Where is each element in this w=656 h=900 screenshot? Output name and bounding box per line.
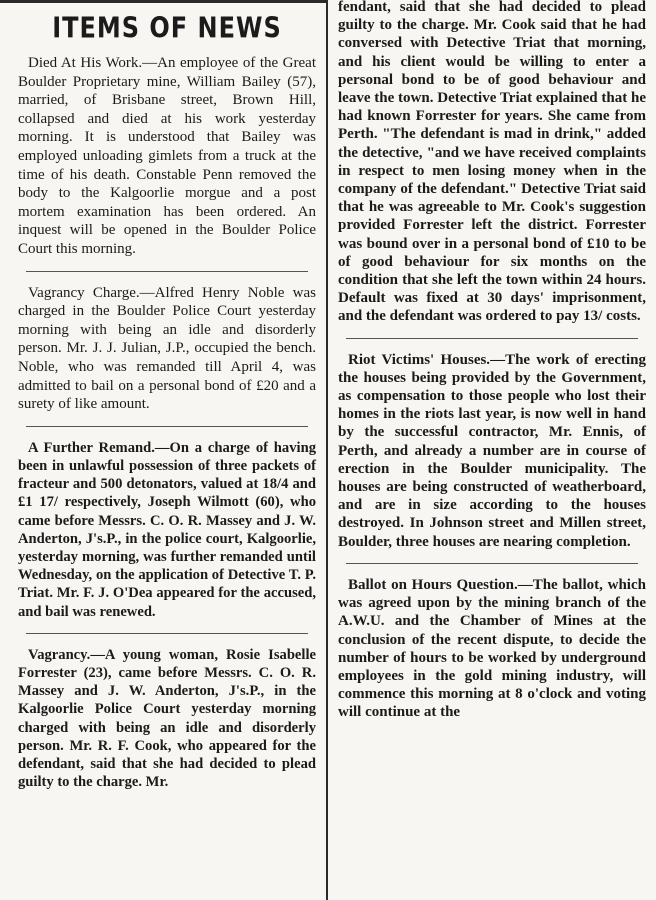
section-heading: ITEMS OF NEWS (52, 11, 282, 45)
item-divider (346, 563, 638, 564)
item-divider (26, 633, 308, 634)
right-column (330, 0, 656, 900)
news-item-vagrancy-charge (18, 284, 316, 414)
item-body: —On a charge of having been in unlawful possession of three packets of fracteur and 500 detonators, valued at 18/4 and £1 17/ respectively, Joseph Wilmott (60), who came before Messrs. C. O. R. Massey and J. W. Anderton, J's.P., in the police court, Kalgoorlie, yesterday morning, was further remanded until Wednesday, on the application of Detective T. P. Triat. Mr. F. J. O'Dea appeared for the accused, and bail was renewed. (18, 439, 316, 620)
news-item-vagrancy (18, 646, 316, 792)
left-column (0, 0, 322, 900)
item-body: —An employee of the Great Boulder Proprietary mine, William Bailey (57), married, of Brisbane street, Brown Hill, collapsed and died at his work yesterday morning. It is understood that Bailey was employed unloading gimlets from a truck at the time of his death. Constable Penn removed the body to the Kalgoorlie morgue and a post mortem examination has been ordered. An inquest will be opened in the Boulder Police Court this morning. (18, 55, 316, 257)
item-divider (26, 271, 308, 272)
item-body: —Alfred Henry Noble was charged in the Boulder Police Court yesterday morning with being an idle and disorderly person. Mr. J. J. Julian, J.P., occupied the bench. Noble, who was remanded till April 4, was admitted to bail on a personal bond of £20 and a surety of like amount. (18, 284, 316, 413)
item-title: Vagrancy Charge. (28, 284, 140, 301)
news-item-vagrancy-continued (338, 0, 646, 326)
item-body: —The work of erecting the houses being provided by the Government, as compensation to those people who lost their homes in the riots last year, is now well in hand by the successful contractor, Mr. Ennis, of Perth, and already a number are in course of erection in the Boulder municipality. The houses are being constructed of weatherboard, and are in size according to the houses destroyed. In Johnson street and Millen street, Boulder, three houses are nearing completion. (338, 351, 646, 550)
news-item-died-at-work (18, 54, 316, 259)
item-body: —The ballot, which was agreed upon by the mining branch of the A.W.U. and the Chamber of Mines at the conclusion of the recent dispute, to decide the number of hours to be worked by underground employees in the gold mining industry, will commence this morning at 8 o'clock and voting will continue at the (338, 576, 646, 721)
item-title: Ballot on Hours Question. (348, 576, 518, 593)
column-rule (326, 0, 328, 900)
item-title: Vagrancy. (28, 646, 91, 663)
news-item-ballot-hours (338, 576, 646, 722)
item-body: fendant, said that she had decided to plead guilty to the charge. Mr. Cook said that he had conversed with Detective Triat that morning, and his client would be willing to enter a personal bond to be of good behaviour and leave the town. Detective Triat explained that he had known Forrester for years. She came from Perth. "The defendant is mad in drink," added the detective, "and we have received complaints in respect to men losing money when in the company of the defendant." Detective Triat said that he was agreeable to Mr. Cook's suggestion provided Forrester left the district. Forrester was bound over in a personal bond of £10 to be of good behaviour for six months on the condition that she left the town within 24 hours. Default was fixed at 30 days' imprisonment, and the defendant was ordered to pay 13/ costs. (338, 0, 646, 325)
item-body: —A young woman, Rosie Isabelle Forrester (23), came before Messrs. C. O. R. Massey and J. W. Anderton, J's.P., in the Kalgoorlie Police Court yesterday morning charged with being an idle and disorderly person. Mr. R. F. Cook, who appeared for the defendant, said that she had decided to plead guilty to the charge. Mr. (18, 646, 316, 791)
item-title: Died At His Work. (28, 55, 143, 71)
item-divider (346, 338, 638, 339)
item-divider (26, 426, 308, 427)
news-item-further-remand (18, 439, 316, 621)
item-title: Riot Victims' Houses. (348, 351, 491, 368)
item-title: A Further Remand. (28, 439, 155, 456)
news-item-riot-victims-houses (338, 351, 646, 551)
